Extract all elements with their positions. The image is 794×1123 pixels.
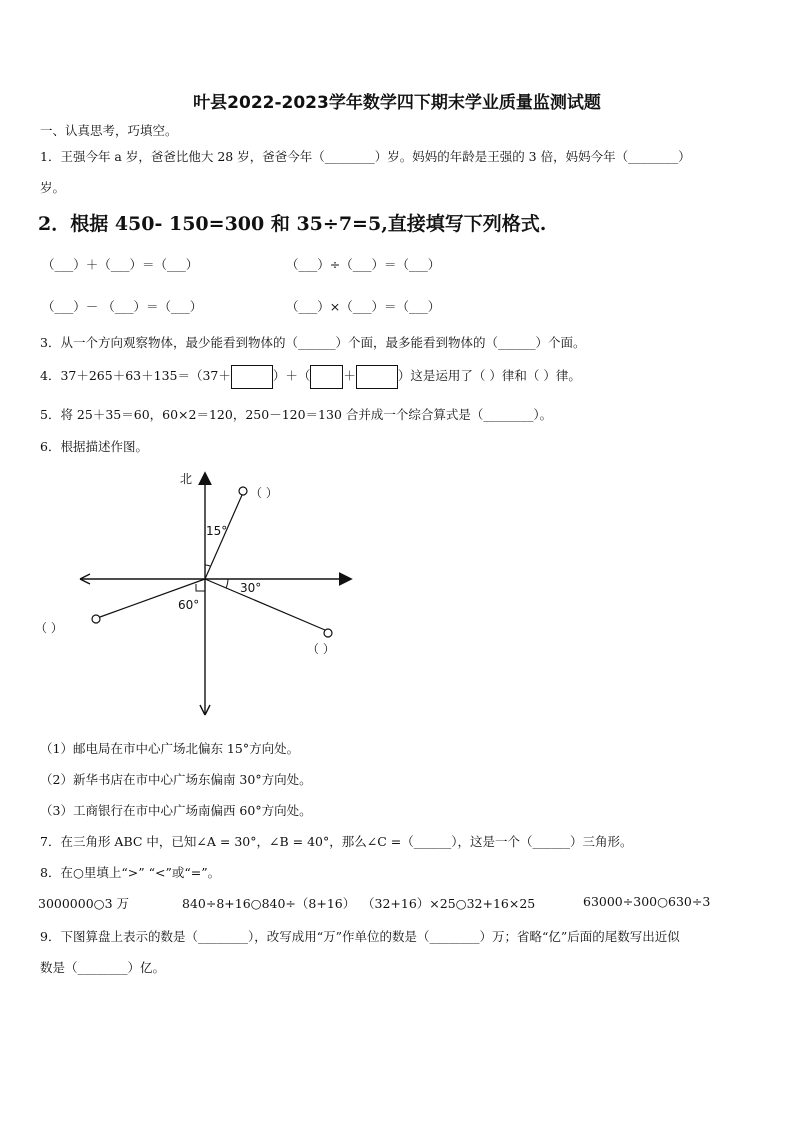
angle-15-label: 15° xyxy=(206,524,228,538)
question-9-line-1: 9．下图算盘上表示的数是（________），改写成用“万”作单位的数是（________）万；省略“亿”后面的尾数写出近似 xyxy=(40,929,680,944)
question-4-part2: ）＋（ xyxy=(272,368,311,383)
angle-30-label: 30° xyxy=(240,581,262,595)
question-1-line-2: 岁。 xyxy=(40,180,66,195)
question-2-row2-right: （___）×（___）＝（___） xyxy=(286,299,441,314)
blank-bank: （ ） xyxy=(35,621,63,635)
angle-60-label: 60° xyxy=(178,598,200,612)
question-4 xyxy=(40,364,581,389)
question-4-part1: 4．37＋265＋63＋135＝（37＋ xyxy=(40,368,231,383)
point-bookstore[interactable] xyxy=(324,629,332,637)
question-7: 7．在三角形 ABC 中，已知∠A = 30°，∠B = 40°，那么∠C =（______），这是一个（______）三角形。 xyxy=(40,834,633,849)
question-6-desc-3: （3）工商银行在市中心广场南偏西 60°方向处。 xyxy=(40,803,312,818)
point-bank[interactable] xyxy=(92,615,100,623)
question-4-part4: ）这是运用了（ ）律和（ ）律。 xyxy=(397,368,581,383)
question-8-item-2: 840÷8+16○840÷（8+16） xyxy=(182,896,356,911)
question-2-heading: 2．根据 450- 150=300 和 35÷7=5,直接填写下列格式. xyxy=(38,213,547,235)
question-6-desc-2: （2）新华书店在市中心广场东偏南 30°方向处。 xyxy=(40,772,312,787)
question-8-item-4: 63000÷300○630÷3 xyxy=(583,894,711,909)
answer-box[interactable] xyxy=(310,365,343,389)
direction-diagram xyxy=(20,460,380,725)
question-1-line-1: 1．王强今年 a 岁，爸爸比他大 28 岁，爸爸今年（________）岁。妈妈的年龄是王强的 3 倍，妈妈今年（________） xyxy=(40,149,691,164)
page-title: 叶县2022-2023学年数学四下期末学业质量监测试题 xyxy=(193,93,601,113)
section-heading: 一、认真思考，巧填空。 xyxy=(40,123,178,138)
question-9-line-2: 数是（________）亿。 xyxy=(40,960,166,975)
ray-east-south xyxy=(205,579,325,630)
question-8-item-3: （32+16）×25○32+16×25 xyxy=(362,896,536,911)
answer-box[interactable] xyxy=(356,365,398,389)
question-5: 5．将 25＋35＝60，60×2＝120，250－120＝130 合并成一个综合算式是（________）。 xyxy=(40,407,553,422)
blank-post-office: （ ） xyxy=(250,486,278,500)
question-8-item-1: 3000000○3 万 xyxy=(38,896,130,911)
blank-bookstore: （ ） xyxy=(307,642,335,656)
question-4-part3: ＋ xyxy=(343,368,356,383)
question-8-heading: 8．在○里填上“>” “<”或“=”。 xyxy=(40,865,221,880)
question-2-row2-left: （___）－ （___）＝（___） xyxy=(42,299,203,314)
question-3: 3．从一个方向观察物体，最少能看到物体的（______）个面，最多能看到物体的（______）个面。 xyxy=(40,335,586,350)
question-2-row1-left: （___）＋（___）＝（___） xyxy=(42,257,199,272)
answer-box[interactable] xyxy=(231,365,273,389)
north-label: 北 xyxy=(180,472,193,486)
point-post-office[interactable] xyxy=(239,487,247,495)
question-6-desc-1: （1）邮电局在市中心广场北偏东 15°方向处。 xyxy=(40,741,300,756)
question-2-row1-right: （___）÷（___）＝（___） xyxy=(286,257,441,272)
question-6-heading: 6．根据描述作图。 xyxy=(40,439,148,454)
